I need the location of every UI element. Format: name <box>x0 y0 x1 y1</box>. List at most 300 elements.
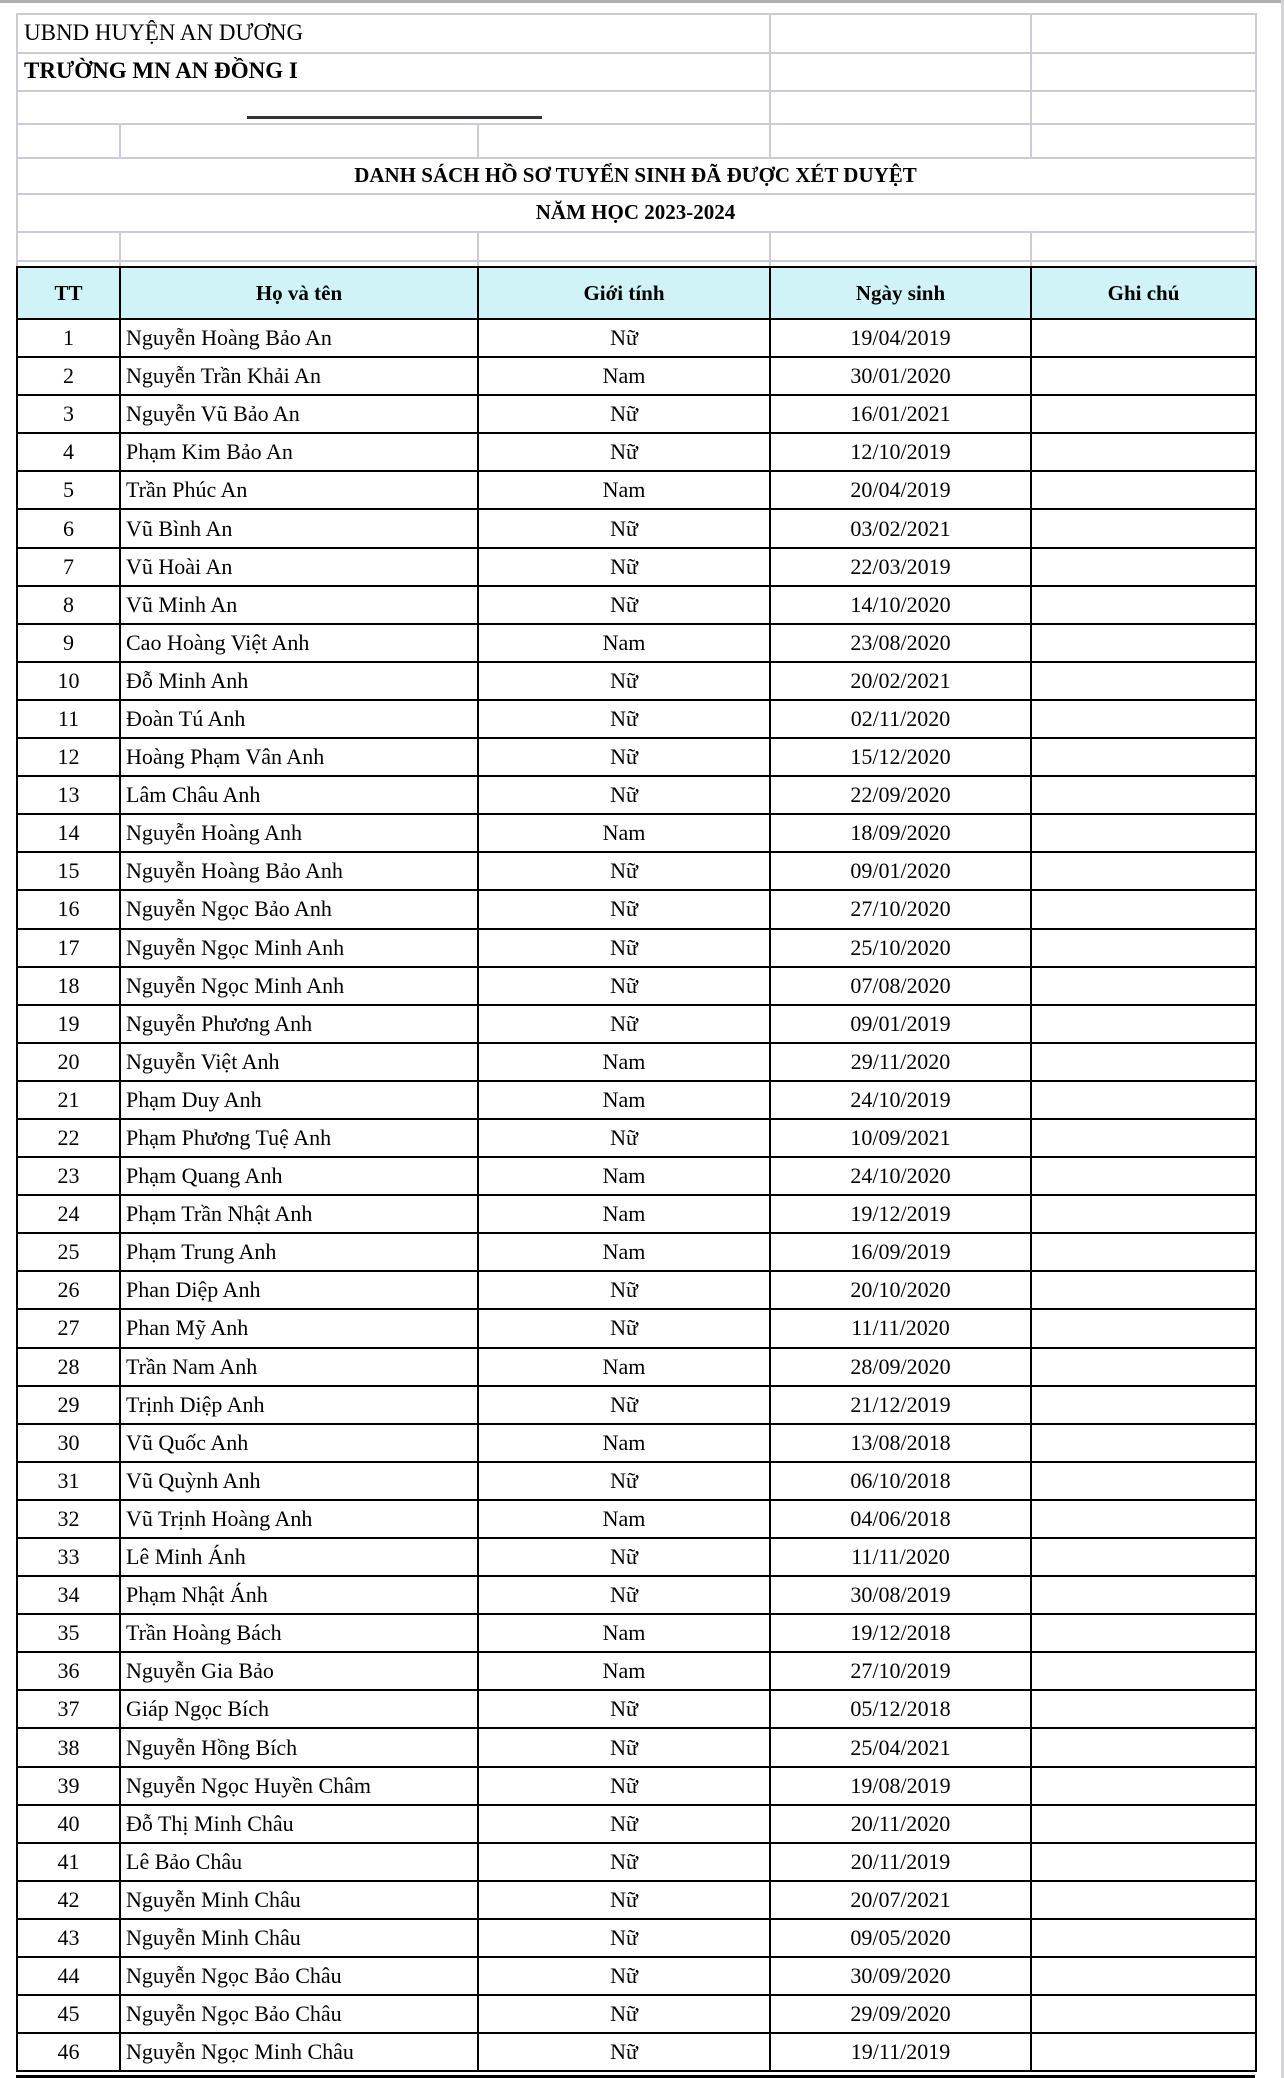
cell-note[interactable] <box>1031 1424 1256 1462</box>
cell-note[interactable] <box>1031 1271 1256 1309</box>
cell-dob[interactable]: 20/10/2020 <box>770 1271 1031 1309</box>
cell-dob[interactable]: 27/10/2020 <box>770 890 1031 928</box>
cell-tt[interactable]: 2 <box>17 357 120 395</box>
cell-dob[interactable]: 03/02/2021 <box>770 509 1031 547</box>
table-row <box>17 700 1256 738</box>
cell-gender[interactable]: Nữ <box>478 433 770 471</box>
cell-gender[interactable]: Nữ <box>478 1690 770 1728</box>
cell-tt[interactable]: 45 <box>17 1995 120 2033</box>
cell-dob[interactable]: 27/10/2019 <box>770 1652 1031 1690</box>
cell-dob[interactable]: 19/12/2019 <box>770 1195 1031 1233</box>
cell-dob[interactable]: 24/10/2019 <box>770 1081 1031 1119</box>
cell-name[interactable]: Nguyễn Việt Anh <box>120 1043 478 1081</box>
cell-tt[interactable]: 15 <box>17 852 120 890</box>
cell-name[interactable]: Phạm Trần Nhật Anh <box>120 1195 478 1233</box>
cell-note[interactable] <box>1031 395 1256 433</box>
table-row <box>17 1462 1256 1500</box>
cell-doc-subtitle[interactable]: NĂM HỌC 2023-2024 <box>535 200 736 224</box>
cell-tt[interactable]: 29 <box>17 1386 120 1424</box>
cell-gender[interactable]: Nữ <box>478 700 770 738</box>
cell-dob[interactable]: 30/01/2020 <box>770 357 1031 395</box>
cell-gender[interactable]: Nữ <box>478 586 770 624</box>
cell-tt[interactable]: 30 <box>17 1424 120 1462</box>
table-row <box>17 1728 1256 1766</box>
cell-tt[interactable]: 26 <box>17 1271 120 1309</box>
cell-note[interactable] <box>1031 1652 1256 1690</box>
cell-tt[interactable]: 39 <box>17 1767 120 1805</box>
cell-gender[interactable]: Nam <box>478 1652 770 1690</box>
cell-tt[interactable]: 42 <box>17 1881 120 1919</box>
cell-dob[interactable]: 16/09/2019 <box>770 1233 1031 1271</box>
cell-gender[interactable]: Nữ <box>478 1805 770 1843</box>
cell-gender[interactable]: Nam <box>478 1195 770 1233</box>
cell-dob[interactable]: 16/01/2021 <box>770 395 1031 433</box>
cell-gender[interactable]: Nam <box>478 1614 770 1652</box>
cell-tt[interactable]: 1 <box>17 319 120 357</box>
cell-name[interactable]: Nguyễn Minh Châu <box>120 1919 478 1957</box>
cell-tt[interactable]: 10 <box>17 662 120 700</box>
cell-gender[interactable]: Nữ <box>478 1995 770 2033</box>
cell-note[interactable] <box>1031 1805 1256 1843</box>
table-row <box>17 509 1256 547</box>
cell-note[interactable] <box>1031 1043 1256 1081</box>
cell-gender[interactable]: Nữ <box>478 1119 770 1157</box>
gridline <box>16 90 1255 92</box>
cell-name[interactable]: Nguyễn Gia Bảo <box>120 1652 478 1690</box>
cell-name[interactable]: Vũ Trịnh Hoàng Anh <box>120 1500 478 1538</box>
cell-dob[interactable]: 04/06/2018 <box>770 1500 1031 1538</box>
cell-name[interactable]: Nguyễn Vũ Bảo An <box>120 395 478 433</box>
cell-tt[interactable]: 24 <box>17 1195 120 1233</box>
cell-tt[interactable]: 19 <box>17 1005 120 1043</box>
table-row <box>17 319 1256 357</box>
cell-name[interactable]: Phan Mỹ Anh <box>120 1309 478 1347</box>
table-row <box>17 1500 1256 1538</box>
cell-gender[interactable]: Nữ <box>478 1271 770 1309</box>
cell-tt[interactable]: 17 <box>17 929 120 967</box>
cell-note[interactable] <box>1031 1462 1256 1500</box>
cell-dob[interactable]: 11/11/2020 <box>770 1538 1031 1576</box>
cell-note[interactable] <box>1031 1728 1256 1766</box>
cell-name[interactable]: Trần Hoàng Bách <box>120 1614 478 1652</box>
table-row <box>17 890 1256 928</box>
cell-dob[interactable]: 29/09/2020 <box>770 1995 1031 2033</box>
cell-name[interactable]: Trần Phúc An <box>120 471 478 509</box>
table-row <box>17 1919 1256 1957</box>
table-row <box>17 852 1256 890</box>
cell-gender[interactable]: Nam <box>478 1233 770 1271</box>
cell-tt[interactable]: 8 <box>17 586 120 624</box>
cell-note[interactable] <box>1031 1843 1256 1881</box>
cell-name[interactable]: Lê Bảo Châu <box>120 1843 478 1881</box>
table-row <box>17 814 1256 852</box>
gridline <box>16 123 1255 125</box>
cell-tt[interactable]: 5 <box>17 471 120 509</box>
cell-dob[interactable]: 22/09/2020 <box>770 776 1031 814</box>
cell-note[interactable] <box>1031 357 1256 395</box>
cell-note[interactable] <box>1031 433 1256 471</box>
col-header-dob[interactable]: Ngày sinh <box>770 267 1031 319</box>
gridline <box>477 231 479 267</box>
table-row <box>17 471 1256 509</box>
table-row <box>17 776 1256 814</box>
cell-gender[interactable]: Nữ <box>478 1843 770 1881</box>
cell-gender[interactable]: Nam <box>478 1500 770 1538</box>
cell-name[interactable]: Nguyễn Hồng Bích <box>120 1728 478 1766</box>
cell-note[interactable] <box>1031 700 1256 738</box>
cell-name[interactable]: Lâm Châu Anh <box>120 776 478 814</box>
cell-doc-title[interactable]: DANH SÁCH HỒ SƠ TUYỂN SINH ĐÃ ĐƯỢC XÉT DUYỆT <box>354 163 917 187</box>
table-row <box>17 1081 1256 1119</box>
cell-tt[interactable]: 9 <box>17 624 120 662</box>
cell-gender[interactable]: Nữ <box>478 509 770 547</box>
gridline <box>119 231 121 267</box>
cell-gender[interactable]: Nữ <box>478 1538 770 1576</box>
cell-note[interactable] <box>1031 1386 1256 1424</box>
cell-tt[interactable]: 11 <box>17 700 120 738</box>
cell-gender[interactable]: Nữ <box>478 662 770 700</box>
cell-dob[interactable]: 11/11/2020 <box>770 1309 1031 1347</box>
cell-tt[interactable]: 46 <box>17 2033 120 2071</box>
cell-tt[interactable]: 13 <box>17 776 120 814</box>
table-row <box>17 395 1256 433</box>
cell-name[interactable]: Phạm Phương Tuệ Anh <box>120 1119 478 1157</box>
table-row <box>17 1881 1256 1919</box>
student-table-body <box>17 319 1256 2071</box>
signature-line <box>247 116 542 119</box>
gridline <box>477 123 479 157</box>
cell-tt[interactable]: 6 <box>17 509 120 547</box>
table-row <box>17 1348 1256 1386</box>
cell-tt[interactable]: 4 <box>17 433 120 471</box>
cell-note[interactable] <box>1031 1690 1256 1728</box>
cell-dob[interactable]: 29/11/2020 <box>770 1043 1031 1081</box>
table-row <box>17 1119 1256 1157</box>
table-row <box>17 1652 1256 1690</box>
cell-gender[interactable]: Nam <box>478 1043 770 1081</box>
cell-dob[interactable]: 14/10/2020 <box>770 586 1031 624</box>
table-row <box>17 1271 1256 1309</box>
cell-name[interactable]: Nguyễn Ngọc Bảo Anh <box>120 890 478 928</box>
cell-note[interactable] <box>1031 1348 1256 1386</box>
cell-gender[interactable]: Nữ <box>478 967 770 1005</box>
cell-tt[interactable]: 20 <box>17 1043 120 1081</box>
cell-name[interactable]: Vũ Quỳnh Anh <box>120 1462 478 1500</box>
table-row <box>17 1043 1256 1081</box>
cell-note[interactable] <box>1031 1005 1256 1043</box>
cell-dob[interactable]: 09/01/2020 <box>770 852 1031 890</box>
cell-name[interactable]: Đoàn Tú Anh <box>120 700 478 738</box>
cell-dob[interactable]: 09/01/2019 <box>770 1005 1031 1043</box>
cell-note[interactable] <box>1031 738 1256 776</box>
cell-dob[interactable]: 30/09/2020 <box>770 1957 1031 1995</box>
table-row <box>17 1957 1256 1995</box>
cell-dob[interactable]: 23/08/2020 <box>770 624 1031 662</box>
cell-name[interactable]: Hoàng Phạm Vân Anh <box>120 738 478 776</box>
student-table <box>16 266 1257 2072</box>
table-row <box>17 1576 1256 1614</box>
cell-tt[interactable]: 37 <box>17 1690 120 1728</box>
cell-tt[interactable]: 18 <box>17 967 120 1005</box>
table-row <box>17 1805 1256 1843</box>
gridline <box>119 123 121 157</box>
cell-gender[interactable]: Nữ <box>478 929 770 967</box>
cell-tt[interactable]: 12 <box>17 738 120 776</box>
cell-note[interactable] <box>1031 1576 1256 1614</box>
cell-note[interactable] <box>1031 1881 1256 1919</box>
cell-name[interactable]: Nguyễn Minh Châu <box>120 1881 478 1919</box>
cell-name[interactable]: Nguyễn Hoàng Anh <box>120 814 478 852</box>
cell-gender[interactable]: Nam <box>478 471 770 509</box>
cell-note[interactable] <box>1031 1500 1256 1538</box>
cell-gender[interactable]: Nam <box>478 1348 770 1386</box>
cell-tt[interactable]: 32 <box>17 1500 120 1538</box>
cell-tt[interactable]: 34 <box>17 1576 120 1614</box>
table-row <box>17 357 1256 395</box>
col-header-tt[interactable]: TT <box>17 267 120 319</box>
table-row <box>17 1995 1256 2033</box>
col-header-note[interactable]: Ghi chú <box>1031 267 1256 319</box>
cell-dob[interactable]: 25/10/2020 <box>770 929 1031 967</box>
cell-note[interactable] <box>1031 1119 1256 1157</box>
col-header-name[interactable]: Họ và tên <box>120 267 478 319</box>
cell-note[interactable] <box>1031 1309 1256 1347</box>
cell-name[interactable]: Vũ Bình An <box>120 509 478 547</box>
cell-note[interactable] <box>1031 1538 1256 1576</box>
gridline <box>1030 13 1032 157</box>
cell-gender[interactable]: Nữ <box>478 738 770 776</box>
cell-note[interactable] <box>1031 929 1256 967</box>
cell-dob[interactable]: 06/10/2018 <box>770 1462 1031 1500</box>
cell-name[interactable]: Nguyễn Ngọc Bảo Châu <box>120 1957 478 1995</box>
cell-dob[interactable]: 20/11/2020 <box>770 1805 1031 1843</box>
table-row <box>17 1233 1256 1271</box>
cell-name[interactable]: Nguyễn Ngọc Bảo Châu <box>120 1995 478 2033</box>
cell-tt[interactable]: 27 <box>17 1309 120 1347</box>
cell-tt[interactable]: 43 <box>17 1919 120 1957</box>
cell-name[interactable]: Nguyễn Ngọc Minh Châu <box>120 2033 478 2071</box>
col-header-gender[interactable]: Giới tính <box>478 267 770 319</box>
cell-note[interactable] <box>1031 624 1256 662</box>
cell-note[interactable] <box>1031 776 1256 814</box>
cell-gender[interactable]: Nam <box>478 814 770 852</box>
cell-dob[interactable]: 24/10/2020 <box>770 1157 1031 1195</box>
cell-gender[interactable]: Nữ <box>478 852 770 890</box>
cell-tt[interactable]: 25 <box>17 1233 120 1271</box>
table-row <box>17 624 1256 662</box>
cell-dob[interactable]: 19/08/2019 <box>770 1767 1031 1805</box>
cell-dob[interactable]: 25/04/2021 <box>770 1728 1031 1766</box>
cell-note[interactable] <box>1031 814 1256 852</box>
cell-gender[interactable]: Nữ <box>478 1576 770 1614</box>
cell-school-name[interactable]: TRƯỜNG MN AN ĐỒNG I <box>24 58 298 83</box>
cell-gender[interactable]: Nữ <box>478 1728 770 1766</box>
cell-dob[interactable]: 15/12/2020 <box>770 738 1031 776</box>
table-row <box>17 1843 1256 1881</box>
cell-name[interactable]: Nguyễn Ngọc Minh Anh <box>120 967 478 1005</box>
cell-gender[interactable]: Nữ <box>478 1767 770 1805</box>
cell-dob[interactable]: 10/09/2021 <box>770 1119 1031 1157</box>
cell-name[interactable]: Đỗ Thị Minh Châu <box>120 1805 478 1843</box>
cell-dob[interactable]: 20/04/2019 <box>770 471 1031 509</box>
cell-dob[interactable]: 18/09/2020 <box>770 814 1031 852</box>
cell-name[interactable]: Cao Hoàng Việt Anh <box>120 624 478 662</box>
cell-dob[interactable]: 20/11/2019 <box>770 1843 1031 1881</box>
cell-org-unit[interactable]: UBND HUYỆN AN DƯƠNG <box>24 20 304 45</box>
cell-tt[interactable]: 38 <box>17 1728 120 1766</box>
cell-tt[interactable]: 28 <box>17 1348 120 1386</box>
cell-tt[interactable]: 16 <box>17 890 120 928</box>
table-row <box>17 967 1256 1005</box>
cell-name[interactable]: Nguyễn Hoàng Bảo An <box>120 319 478 357</box>
cell-gender[interactable]: Nữ <box>478 1462 770 1500</box>
cell-note[interactable] <box>1031 1614 1256 1652</box>
cell-gender[interactable]: Nữ <box>478 1919 770 1957</box>
cell-gender[interactable]: Nữ <box>478 2033 770 2071</box>
cell-tt[interactable]: 40 <box>17 1805 120 1843</box>
cell-dob[interactable]: 12/10/2019 <box>770 433 1031 471</box>
cell-dob[interactable]: 30/08/2019 <box>770 1576 1031 1614</box>
cell-name[interactable]: Nguyễn Phương Anh <box>120 1005 478 1043</box>
cell-dob[interactable]: 20/07/2021 <box>770 1881 1031 1919</box>
cell-gender[interactable]: Nữ <box>478 1309 770 1347</box>
table-row <box>17 1424 1256 1462</box>
cell-dob[interactable]: 22/03/2019 <box>770 548 1031 586</box>
cell-name[interactable]: Nguyễn Ngọc Huyền Châm <box>120 1767 478 1805</box>
cell-name[interactable]: Trịnh Diệp Anh <box>120 1386 478 1424</box>
table-row <box>17 662 1256 700</box>
gridline <box>769 231 771 267</box>
cell-gender[interactable]: Nam <box>478 1424 770 1462</box>
table-row <box>17 548 1256 586</box>
cell-dob[interactable]: 28/09/2020 <box>770 1348 1031 1386</box>
table-row <box>17 1614 1256 1652</box>
cell-dob[interactable]: 19/04/2019 <box>770 319 1031 357</box>
cell-note[interactable] <box>1031 1233 1256 1271</box>
cell-note[interactable] <box>1031 509 1256 547</box>
cell-name[interactable]: Nguyễn Ngọc Minh Anh <box>120 929 478 967</box>
cell-gender[interactable]: Nam <box>478 357 770 395</box>
cell-name[interactable]: Phạm Nhật Ánh <box>120 1576 478 1614</box>
window-top-edge <box>0 0 1284 3</box>
cell-tt[interactable]: 23 <box>17 1157 120 1195</box>
cell-tt[interactable]: 36 <box>17 1652 120 1690</box>
cell-note[interactable] <box>1031 1767 1256 1805</box>
cell-dob[interactable]: 02/11/2020 <box>770 700 1031 738</box>
cell-tt[interactable]: 31 <box>17 1462 120 1500</box>
cell-gender[interactable]: Nữ <box>478 319 770 357</box>
table-row <box>17 1005 1256 1043</box>
cell-tt[interactable]: 33 <box>17 1538 120 1576</box>
cell-note[interactable] <box>1031 319 1256 357</box>
table-row <box>17 1767 1256 1805</box>
cell-tt[interactable]: 21 <box>17 1081 120 1119</box>
cell-dob[interactable]: 20/02/2021 <box>770 662 1031 700</box>
gridline <box>1030 231 1032 267</box>
cell-dob[interactable]: 19/11/2019 <box>770 2033 1031 2071</box>
cell-name[interactable]: Đỗ Minh Anh <box>120 662 478 700</box>
cell-note[interactable] <box>1031 1995 1256 2033</box>
table-row <box>17 1157 1256 1195</box>
cell-note[interactable] <box>1031 1957 1256 1995</box>
gridline <box>16 231 1255 233</box>
cell-gender[interactable]: Nữ <box>478 1957 770 1995</box>
cell-dob[interactable]: 07/08/2020 <box>770 967 1031 1005</box>
cell-dob[interactable]: 09/05/2020 <box>770 1919 1031 1957</box>
cell-gender[interactable]: Nữ <box>478 776 770 814</box>
table-header-row <box>17 267 1256 319</box>
table-row <box>17 2033 1256 2071</box>
cell-name[interactable]: Vũ Hoài An <box>120 548 478 586</box>
cell-gender[interactable]: Nữ <box>478 1386 770 1424</box>
table-row <box>17 1309 1256 1347</box>
cell-tt[interactable]: 44 <box>17 1957 120 1995</box>
cell-name[interactable]: Vũ Minh An <box>120 586 478 624</box>
cell-gender[interactable]: Nữ <box>478 1881 770 1919</box>
cell-note[interactable] <box>1031 586 1256 624</box>
cell-gender[interactable]: Nữ <box>478 1005 770 1043</box>
cell-name[interactable]: Phạm Kim Bảo An <box>120 433 478 471</box>
cell-note[interactable] <box>1031 1081 1256 1119</box>
cell-tt[interactable]: 22 <box>17 1119 120 1157</box>
table-row <box>17 1690 1256 1728</box>
cell-dob[interactable]: 13/08/2018 <box>770 1424 1031 1462</box>
cell-gender[interactable]: Nữ <box>478 395 770 433</box>
cell-note[interactable] <box>1031 548 1256 586</box>
cell-tt[interactable]: 7 <box>17 548 120 586</box>
cell-name[interactable]: Nguyễn Trần Khải An <box>120 357 478 395</box>
cell-dob[interactable]: 21/12/2019 <box>770 1386 1031 1424</box>
gridline <box>769 13 771 157</box>
cell-name[interactable]: Phan Diệp Anh <box>120 1271 478 1309</box>
cell-tt[interactable]: 3 <box>17 395 120 433</box>
gridline <box>1255 13 1257 267</box>
cell-dob[interactable]: 05/12/2018 <box>770 1690 1031 1728</box>
cell-name[interactable]: Trần Nam Anh <box>120 1348 478 1386</box>
cell-note[interactable] <box>1031 890 1256 928</box>
cell-gender[interactable]: Nữ <box>478 890 770 928</box>
cell-name[interactable]: Vũ Quốc Anh <box>120 1424 478 1462</box>
cell-note[interactable] <box>1031 471 1256 509</box>
table-row <box>17 433 1256 471</box>
table-row <box>17 738 1256 776</box>
gridline <box>16 260 1255 262</box>
cell-name[interactable]: Phạm Trung Anh <box>120 1233 478 1271</box>
cell-note[interactable] <box>1031 2033 1256 2071</box>
cell-note[interactable] <box>1031 662 1256 700</box>
cell-name[interactable]: Phạm Quang Anh <box>120 1157 478 1195</box>
cell-note[interactable] <box>1031 852 1256 890</box>
cell-gender[interactable]: Nữ <box>478 548 770 586</box>
cell-note[interactable] <box>1031 1195 1256 1233</box>
cell-gender[interactable]: Nam <box>478 1081 770 1119</box>
cell-tt[interactable]: 41 <box>17 1843 120 1881</box>
cell-dob[interactable]: 19/12/2018 <box>770 1614 1031 1652</box>
cell-name[interactable]: Phạm Duy Anh <box>120 1081 478 1119</box>
cell-name[interactable]: Lê Minh Ánh <box>120 1538 478 1576</box>
table-row <box>17 586 1256 624</box>
cell-note[interactable] <box>1031 1157 1256 1195</box>
cell-tt[interactable]: 14 <box>17 814 120 852</box>
cell-note[interactable] <box>1031 967 1256 1005</box>
cell-note[interactable] <box>1031 1919 1256 1957</box>
cell-tt[interactable]: 35 <box>17 1614 120 1652</box>
cell-gender[interactable]: Nam <box>478 1157 770 1195</box>
cell-name[interactable]: Nguyễn Hoàng Bảo Anh <box>120 852 478 890</box>
cell-gender[interactable]: Nam <box>478 624 770 662</box>
cell-name[interactable]: Giáp Ngọc Bích <box>120 1690 478 1728</box>
table-row <box>17 1195 1256 1233</box>
